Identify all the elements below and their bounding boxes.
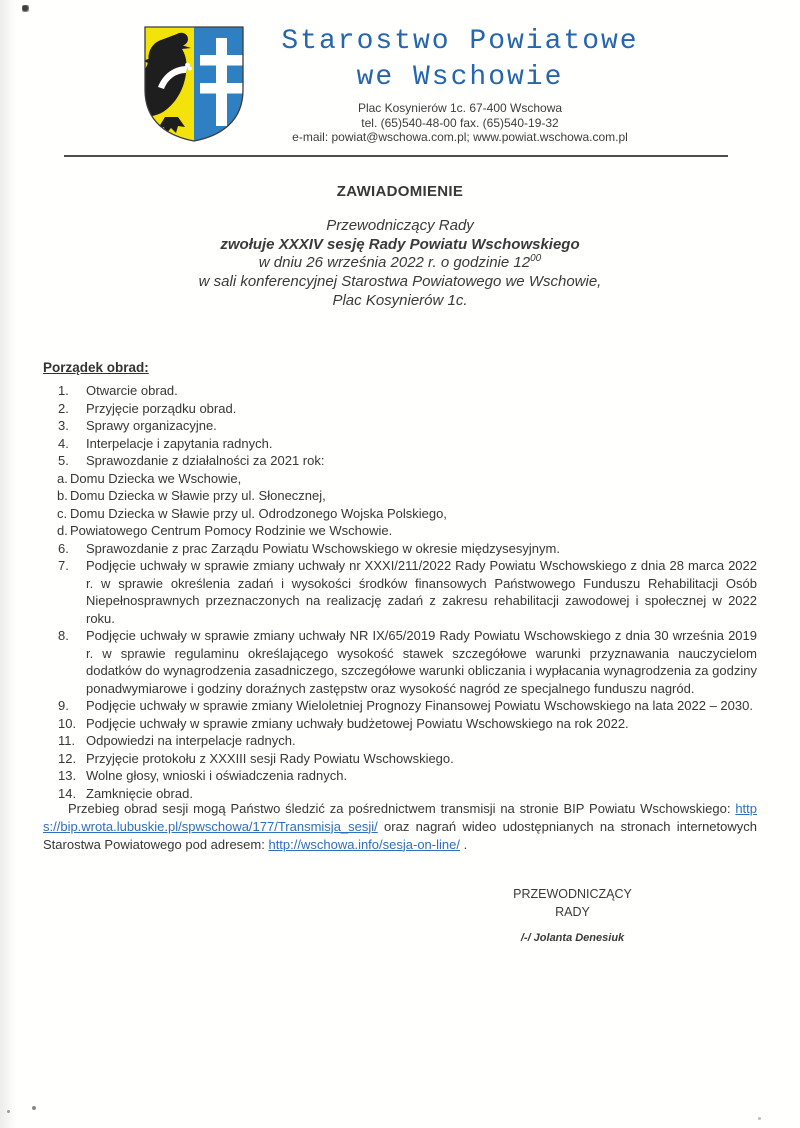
agenda-item-text: Podjęcie uchwały w sprawie zmiany Wieloletniej Prognozy Finansowej Powiatu Wschowskiego na lata 2022 – 2030. [86,698,753,713]
agenda-subitem-letter: c. [57,505,68,521]
scan-artifact-speck [32,1106,36,1110]
agenda-item-text: Podjęcie uchwały w sprawie zmiany uchwały budżetowej Powiatu Wschowskiego na rok 2022. [86,715,629,731]
agenda-subitem-text: Domu Dziecka we Wschowie, [70,470,242,486]
intro-chairman-line: Przewodniczący Rady [326,217,474,234]
org-name-line1: Starostwo Powiatowe [281,26,639,57]
signature-role-line2: RADY [555,904,590,919]
notice-intro [43,217,757,311]
agenda-item-number: 9. [58,698,69,713]
agenda-item-number: 12. [58,750,77,766]
agenda-item-text: Odpowiedzi na interpelacje radnych. [86,733,296,748]
header-divider [64,155,728,157]
intro-date-superscript: 00 [530,253,542,265]
org-name-line2: we Wschowie [356,62,564,93]
agenda-item-number: 2. [58,400,69,416]
agenda-item-text: Zamknięcie obrad. [86,785,193,801]
agenda-item-text: Sprawozdanie z prac Zarządu Powiatu Wschowskiego w okresie międzysesyjnym. [86,540,560,556]
agenda-item-text: Przyjęcie protokołu z XXXIII sesji Rady Powiatu Wschowskiego. [86,750,454,766]
agenda-item-text: Przyjęcie porządku obrad. [86,400,237,416]
agenda-item-text: Sprawozdanie z działalności za 2021 rok: [86,453,325,468]
agenda-item [43,382,757,400]
agenda-item [43,417,757,435]
notice-title: ZAWIADOMIENIE [336,183,464,200]
agenda-item-text: Otwarcie obrad. [86,383,178,398]
agenda-item-number: 3. [58,418,69,433]
agenda-item-text: Interpelacje i zapytania radnych. [86,435,273,451]
agenda-item [43,435,757,453]
agenda-subitem-text: Domu Dziecka w Sławie przy ul. Odrodzonego Wojska Polskiego, [70,505,447,521]
agenda-item-number: 5. [58,453,69,468]
broadcast-text-1: Przebieg obrad sesji mogą Państwo śledzić za pośrednictwem transmisji na stronie BIP Powiatu Wschowskiego: [68,801,736,816]
agenda-subitem [57,522,757,540]
agenda-item-text: Sprawy organizacyjne. [86,418,217,433]
scan-artifact-speck [22,5,29,12]
scan-artifact-speck [7,1110,10,1113]
transmission-link[interactable]: https://bip.wrota.lubuskie.pl/spwschowa/177/Transmisja_sesji/ [43,801,757,834]
agenda-subitem-text: Powiatowego Centrum Pomocy Rodzinie we Wschowie. [70,523,393,538]
agenda-item [43,400,757,418]
agenda-item [43,732,757,750]
scan-edge-shading [0,0,16,1128]
address-street: Plac Kosynierów 1c. 67-400 Wschowa [357,101,563,115]
agenda-subitem [57,487,757,505]
broadcast-text-3: . [459,836,468,852]
broadcast-paragraph [43,800,757,853]
agenda-item [43,557,757,627]
agenda-item-number: 8. [58,628,69,643]
agenda-item-number: 6. [58,540,69,556]
agenda-item-number: 1. [58,383,69,398]
agenda-item-number: 4. [58,435,69,451]
address-email-www: e-mail: powiat@wschowa.com.pl; www.powiat.wschowa.com.pl [292,130,628,145]
agenda-subitem [57,470,757,488]
address-phone-fax: tel. (65)540-48-00 fax. (65)540-19-32 [361,115,559,130]
intro-session-line: zwołuje XXXIV sesję Rady Powiatu Wschowskiego [220,235,580,253]
agenda-item-number: 13. [58,768,77,783]
agenda-subitem-text: Domu Dziecka w Sławie przy ul. Słonecznej, [70,488,326,503]
scan-artifact-speck [758,1117,761,1120]
intro-date-line [43,254,757,273]
coat-of-arms-icon [141,24,247,145]
intro-date-text: w dniu 26 września 2022 r. o godzinie 12 [258,254,531,272]
agenda-subitem [57,505,757,523]
signature-role-line1: PRZEWODNICZĄCY [513,887,632,901]
agenda-item-text: Podjęcie uchwały w sprawie zmiany uchwały NR IX/65/2019 Rady Powiatu Wschowskiego z dnia 30 września 2019 r. w sprawie regulaminu określającego wysokość stawek szczegółowe warunki przyznawania nauczycielom dodatków do wynagrodzenia zasadniczego, szczegółowe warunki obliczania i wypłacania wynagrodzenia za godziny ponadwymiarowe i godziny doraźnych zastępstw oraz wysokość nagród ze specjalnego funduszu nagród. [86,628,757,696]
signature-block [470,886,675,944]
agenda-item-number: 11. [58,733,76,748]
agenda-item [43,627,757,697]
agenda-item [43,767,757,785]
agenda-subitem-letter: d. [57,523,68,538]
agenda-heading: Porządek obrad: [43,360,149,375]
intro-venue-line: w sali konferencyjnej Starostwa Powiatowego we Wschowie, [198,273,602,291]
agenda-subitem-letter: b. [57,488,68,503]
broadcast-text-2: oraz nagrań wideo udostępnianych na stronach internetowych Starostwa Powiatowego pod adresem: [43,818,757,852]
signature-role [470,886,675,921]
agenda-item-text: Podjęcie uchwały w sprawie zmiany uchwały nr XXXI/211/2022 Rady Powiatu Wschowskiego z dnia 28 marca 2022 r. w sprawie określenia zadań i wysokości środków finansowych Państwowego Funduszu Rehabilitacji Osób Niepełnosprawnych przeznaczonych na realizację zadań z zakresu rehabilitacji zawodowej i społecznej w 2022 roku. [86,558,757,626]
org-name [245,24,675,96]
agenda-item [43,452,757,470]
agenda-item [43,697,757,715]
session-online-link[interactable]: http://wschowa.info/sesja-on-line/ [268,836,460,852]
agenda-item-number: 10. [58,715,77,731]
agenda-item-number: 7. [58,558,69,573]
agenda-item [43,750,757,768]
intro-address-line: Plac Kosynierów 1c. [332,291,468,309]
signature-name: /-/ Jolanta Denesiuk [520,932,625,944]
agenda-item-text: Wolne głosy, wnioski i oświadczenia radnych. [86,768,348,783]
agenda-item-number: 14. [58,785,77,801]
agenda-list [43,382,757,802]
agenda-item [43,715,757,733]
agenda-item [43,540,757,558]
org-address [245,101,675,145]
agenda-subitem-letter: a. [57,470,68,486]
